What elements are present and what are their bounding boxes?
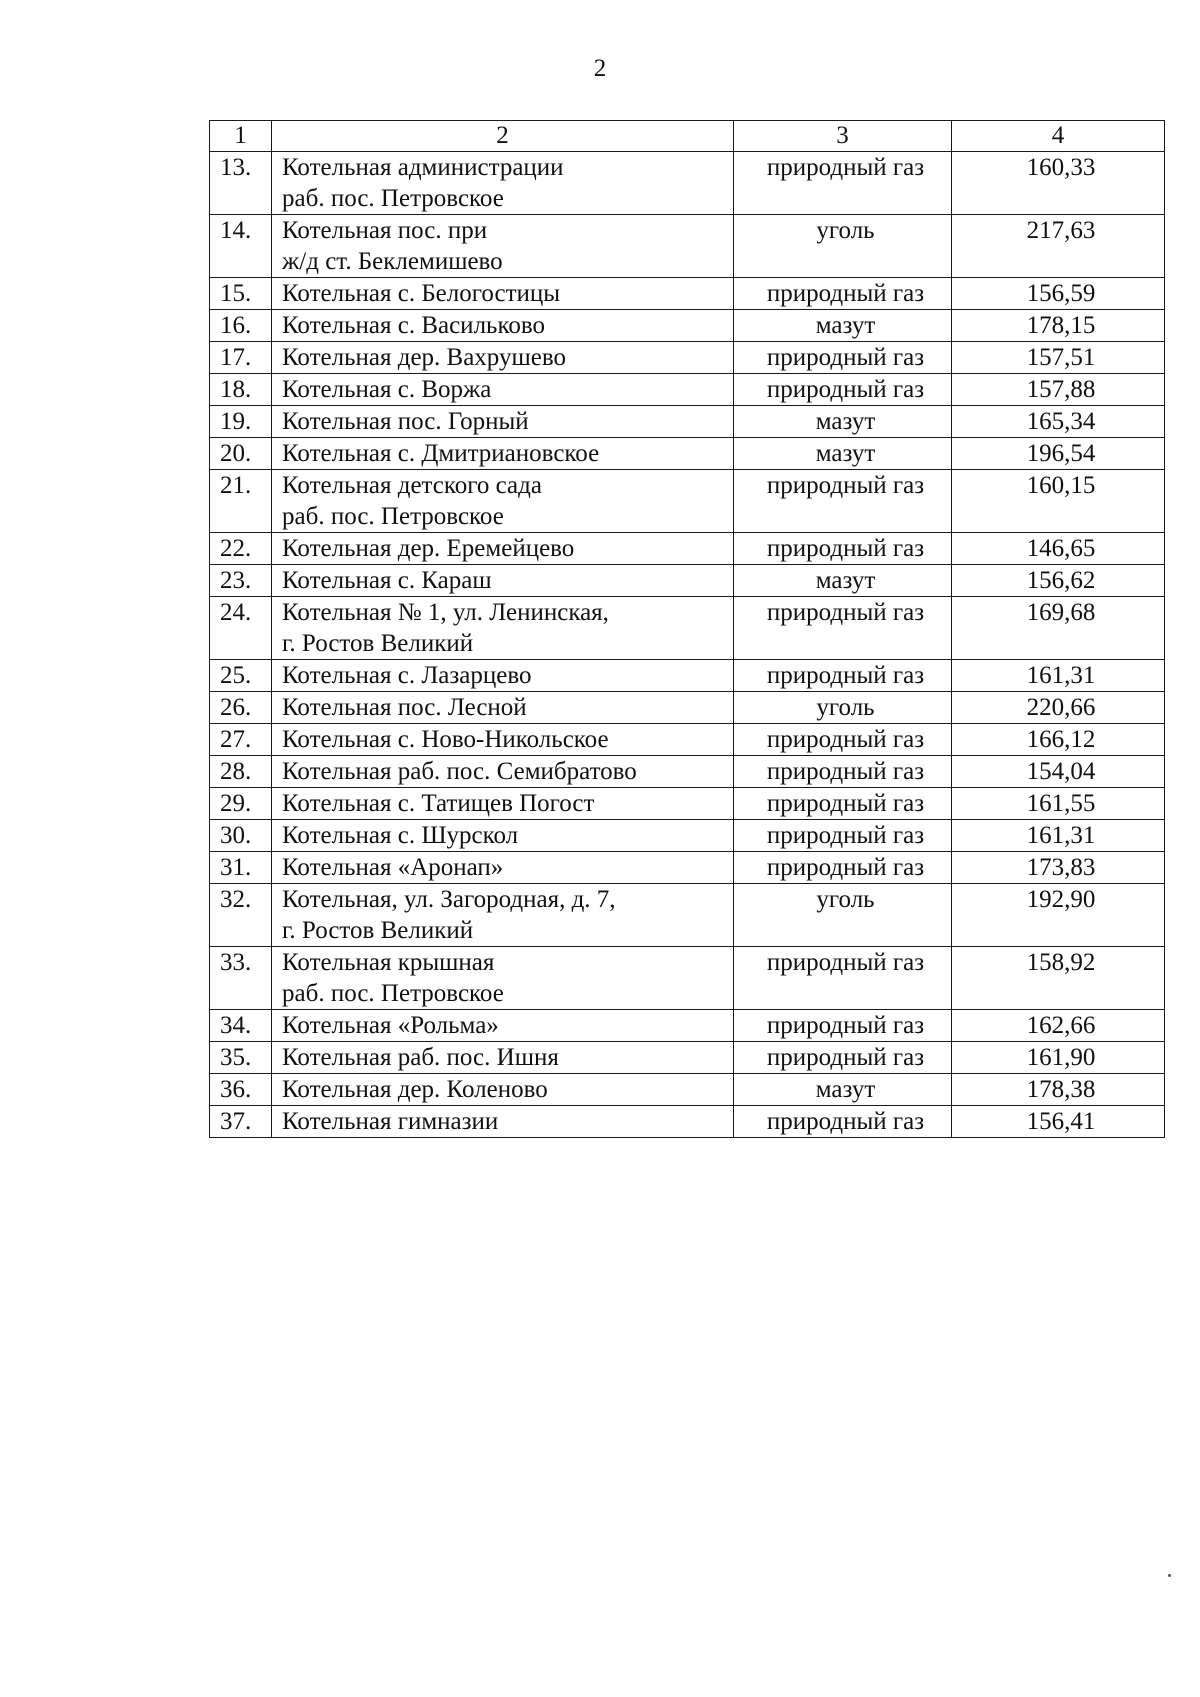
fuel-type-cell: уголь [734, 215, 952, 278]
row-number-cell: 26. [210, 692, 272, 724]
value-cell: 161,90 [952, 1042, 1165, 1074]
scan-speck [1168, 1574, 1171, 1577]
row-number-cell: 32. [210, 884, 272, 947]
row-number-cell: 28. [210, 756, 272, 788]
table-row [210, 1106, 1165, 1138]
table-row [210, 215, 1165, 278]
fuel-type-cell: мазут [734, 438, 952, 470]
fuel-type-cell: мазут [734, 1074, 952, 1106]
fuel-type-cell: природный газ [734, 1042, 952, 1074]
table-row [210, 884, 1165, 947]
value-cell: 156,62 [952, 565, 1165, 597]
boiler-name-cell: Котельная с. Ново-Никольское [272, 724, 734, 756]
table-row [210, 342, 1165, 374]
boiler-name-cell: Котельная с. Караш [272, 565, 734, 597]
fuel-type-cell: природный газ [734, 724, 952, 756]
table-row [210, 152, 1165, 215]
value-cell: 217,63 [952, 215, 1165, 278]
fuel-type-cell: мазут [734, 406, 952, 438]
value-cell: 156,59 [952, 278, 1165, 310]
fuel-type-cell: природный газ [734, 756, 952, 788]
row-number-cell: 33. [210, 947, 272, 1010]
value-cell: 160,15 [952, 470, 1165, 533]
boiler-name-cell: Котельная с. Белогостицы [272, 278, 734, 310]
row-number-cell: 37. [210, 1106, 272, 1138]
table-row [210, 565, 1165, 597]
fuel-type-cell: природный газ [734, 278, 952, 310]
value-cell: 158,92 [952, 947, 1165, 1010]
boiler-name-cell: Котельная дер. Еремейцево [272, 533, 734, 565]
value-cell: 157,51 [952, 342, 1165, 374]
boiler-name-cell: Котельная пос. при ж/д ст. Беклемишево [272, 215, 734, 278]
table-row [210, 692, 1165, 724]
table-row [210, 660, 1165, 692]
row-number-cell: 27. [210, 724, 272, 756]
value-cell: 161,31 [952, 660, 1165, 692]
table-row [210, 724, 1165, 756]
table-row [210, 374, 1165, 406]
boiler-name-cell: Котельная с. Лазарцево [272, 660, 734, 692]
row-number-cell: 15. [210, 278, 272, 310]
fuel-type-cell: уголь [734, 692, 952, 724]
boiler-name-cell: Котельная гимназии [272, 1106, 734, 1138]
boiler-name-cell: Котельная пос. Горный [272, 406, 734, 438]
row-number-cell: 22. [210, 533, 272, 565]
value-cell: 192,90 [952, 884, 1165, 947]
boiler-name-cell: Котельная «Аронап» [272, 852, 734, 884]
row-number-cell: 34. [210, 1010, 272, 1042]
fuel-type-cell: природный газ [734, 533, 952, 565]
fuel-type-cell: природный газ [734, 1010, 952, 1042]
header-cell-3: 3 [734, 121, 952, 152]
boiler-name-cell: Котельная, ул. Загородная, д. 7, г. Ростов Великий [272, 884, 734, 947]
table-row [210, 438, 1165, 470]
value-cell: 154,04 [952, 756, 1165, 788]
boiler-fuel-table [209, 120, 1165, 1138]
boiler-name-cell: Котельная № 1, ул. Ленинская, г. Ростов Великий [272, 597, 734, 660]
boiler-name-cell: Котельная администрации раб. пос. Петровское [272, 152, 734, 215]
value-cell: 220,66 [952, 692, 1165, 724]
fuel-type-cell: мазут [734, 565, 952, 597]
row-number-cell: 31. [210, 852, 272, 884]
value-cell: 161,31 [952, 820, 1165, 852]
row-number-cell: 24. [210, 597, 272, 660]
table-row [210, 597, 1165, 660]
boiler-name-cell: Котельная пос. Лесной [272, 692, 734, 724]
table-row [210, 1010, 1165, 1042]
header-cell-2: 2 [272, 121, 734, 152]
boiler-name-cell: Котельная с. Дмитриановское [272, 438, 734, 470]
value-cell: 169,68 [952, 597, 1165, 660]
row-number-cell: 20. [210, 438, 272, 470]
row-number-cell: 14. [210, 215, 272, 278]
table-row [210, 1074, 1165, 1106]
fuel-type-cell: природный газ [734, 470, 952, 533]
fuel-type-cell: природный газ [734, 342, 952, 374]
fuel-type-cell: природный газ [734, 660, 952, 692]
row-number-cell: 21. [210, 470, 272, 533]
value-cell: 165,34 [952, 406, 1165, 438]
fuel-type-cell: природный газ [734, 374, 952, 406]
value-cell: 146,65 [952, 533, 1165, 565]
table-row [210, 788, 1165, 820]
fuel-type-cell: природный газ [734, 788, 952, 820]
table-row [210, 1042, 1165, 1074]
row-number-cell: 30. [210, 820, 272, 852]
table-row [210, 533, 1165, 565]
table-row [210, 470, 1165, 533]
boiler-name-cell: Котельная дер. Коленово [272, 1074, 734, 1106]
value-cell: 160,33 [952, 152, 1165, 215]
boiler-name-cell: Котельная крышная раб. пос. Петровское [272, 947, 734, 1010]
fuel-type-cell: природный газ [734, 152, 952, 215]
boiler-name-cell: Котельная детского сада раб. пос. Петровское [272, 470, 734, 533]
table-row [210, 852, 1165, 884]
value-cell: 156,41 [952, 1106, 1165, 1138]
value-cell: 178,38 [952, 1074, 1165, 1106]
row-number-cell: 29. [210, 788, 272, 820]
fuel-type-cell: природный газ [734, 852, 952, 884]
boiler-name-cell: Котельная с. Васильково [272, 310, 734, 342]
header-cell-1: 1 [210, 121, 272, 152]
value-cell: 166,12 [952, 724, 1165, 756]
boiler-name-cell: Котельная с. Шурскол [272, 820, 734, 852]
page-number: 2 [593, 55, 607, 82]
value-cell: 162,66 [952, 1010, 1165, 1042]
boiler-name-cell: Котельная с. Татищев Погост [272, 788, 734, 820]
fuel-type-cell: мазут [734, 310, 952, 342]
table-body [210, 121, 1165, 1138]
fuel-type-cell: природный газ [734, 1106, 952, 1138]
table-row [210, 756, 1165, 788]
header-cell-4: 4 [952, 121, 1165, 152]
fuel-type-cell: природный газ [734, 597, 952, 660]
row-number-cell: 16. [210, 310, 272, 342]
table-row [210, 947, 1165, 1010]
boiler-name-cell: Котельная раб. пос. Ишня [272, 1042, 734, 1074]
value-cell: 178,15 [952, 310, 1165, 342]
row-number-cell: 19. [210, 406, 272, 438]
row-number-cell: 36. [210, 1074, 272, 1106]
boiler-name-cell: Котельная с. Воржа [272, 374, 734, 406]
value-cell: 173,83 [952, 852, 1165, 884]
table-row [210, 278, 1165, 310]
value-cell: 196,54 [952, 438, 1165, 470]
row-number-cell: 23. [210, 565, 272, 597]
fuel-type-cell: природный газ [734, 947, 952, 1010]
boiler-name-cell: Котельная «Рольма» [272, 1010, 734, 1042]
row-number-cell: 13. [210, 152, 272, 215]
boiler-name-cell: Котельная дер. Вахрушево [272, 342, 734, 374]
table-row [210, 310, 1165, 342]
boiler-name-cell: Котельная раб. пос. Семибратово [272, 756, 734, 788]
fuel-type-cell: природный газ [734, 820, 952, 852]
value-cell: 157,88 [952, 374, 1165, 406]
table-row [210, 820, 1165, 852]
row-number-cell: 35. [210, 1042, 272, 1074]
value-cell: 161,55 [952, 788, 1165, 820]
table-row [210, 406, 1165, 438]
fuel-type-cell: уголь [734, 884, 952, 947]
row-number-cell: 25. [210, 660, 272, 692]
table-header-row [210, 121, 1165, 152]
row-number-cell: 17. [210, 342, 272, 374]
row-number-cell: 18. [210, 374, 272, 406]
